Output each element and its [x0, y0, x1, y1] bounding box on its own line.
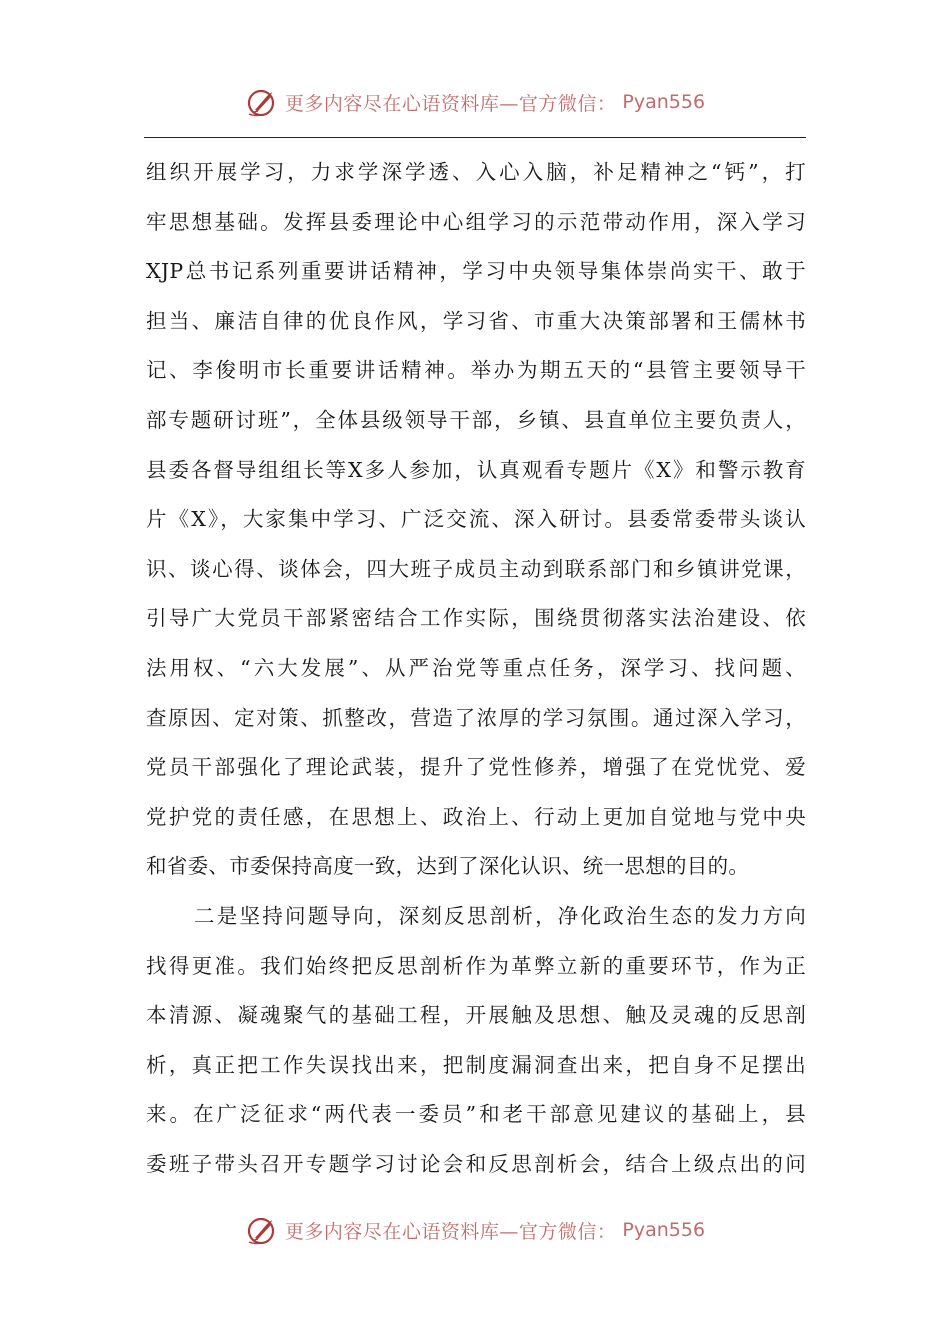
text-line: 牢思想基础。发挥县委理论中心组学习的示范带动作用，深入学习 [146, 209, 806, 234]
text-line: 党员干部强化了理论武装，提升了党性修养，增强了在党忧党、爱 [146, 755, 806, 780]
footer-watermark-banner [0, 1210, 950, 1250]
text-line-paragraph-end: 和省委、市委保持高度一致，达到了深化认识、统一思想的目的。 [146, 854, 750, 879]
text-line: 部专题研讨班”，全体县级领导干部，乡镇、县直单位主要负责人， [146, 407, 806, 432]
document-body [146, 148, 806, 1189]
text-line: 法用权、“六大发展”、从严治党等重点任务，深学习、找问题、 [146, 655, 806, 680]
text-line: 查原因、定对策、抓整改，营造了浓厚的学习氛围。通过深入学习， [146, 705, 806, 730]
header-banner-text: 更多内容尽在心语资料库—官方微信： [284, 92, 617, 115]
text-line: 识、谈心得、谈体会，四大班子成员主动到联系部门和乡镇讲党课， [146, 556, 806, 581]
text-line: 组织开展学习，力求学深学透、入心入脑，补足精神之“钙”，打 [146, 160, 806, 184]
text-line: 党护党的责任感，在思想上、政治上、行动上更加自觉地与党中央 [146, 804, 806, 829]
text-line: 来。在广泛征求“两代表一委员”和老干部意见建议的基础上，县 [146, 1102, 806, 1127]
footer-banner-handle: Pyan556 [622, 1219, 706, 1241]
text-line-paragraph-start: 二是坚持问题导向，深刻反思剖析，净化政治生态的发力方向 [194, 903, 806, 928]
text-line: XJP总书记系列重要讲话精神，学习中央领导集体崇尚实干、敢于 [146, 259, 806, 284]
text-line: 片《X》，大家集中学习、广泛交流、深入研讨。县委常委带头谈认 [146, 507, 806, 532]
header-divider [144, 137, 806, 138]
pen-nib-logo-icon [245, 84, 281, 120]
text-line: 析，真正把工作失误找出来，把制度漏洞查出来，把自身不足摆出 [146, 1052, 806, 1077]
text-line: 本清源、凝魂聚气的基础工程，开展触及思想、触及灵魂的反思剖 [146, 1003, 806, 1028]
text-line: 委班子带头召开专题学习讨论会和反思剖析会，结合上级点出的问 [146, 1151, 806, 1176]
pen-nib-logo-icon [245, 1212, 281, 1248]
text-line: 担当、廉洁自律的优良作风，学习省、市重大决策部署和王儒林书 [146, 308, 806, 333]
header-watermark-banner [0, 82, 950, 122]
text-line: 县委各督导组组长等X多人参加，认真观看专题片《X》和警示教育 [146, 457, 806, 482]
footer-banner-text: 更多内容尽在心语资料库—官方微信： [284, 1220, 617, 1243]
header-banner-handle: Pyan556 [622, 91, 706, 113]
text-line: 找得更准。我们始终把反思剖析作为革弊立新的重要环节，作为正 [146, 953, 806, 978]
text-line: 记、李俊明市长重要讲话精神。举办为期五天的“县管主要领导干 [146, 358, 806, 383]
text-line: 引导广大党员干部紧密结合工作实际，围绕贯彻落实法治建设、依 [146, 606, 806, 631]
